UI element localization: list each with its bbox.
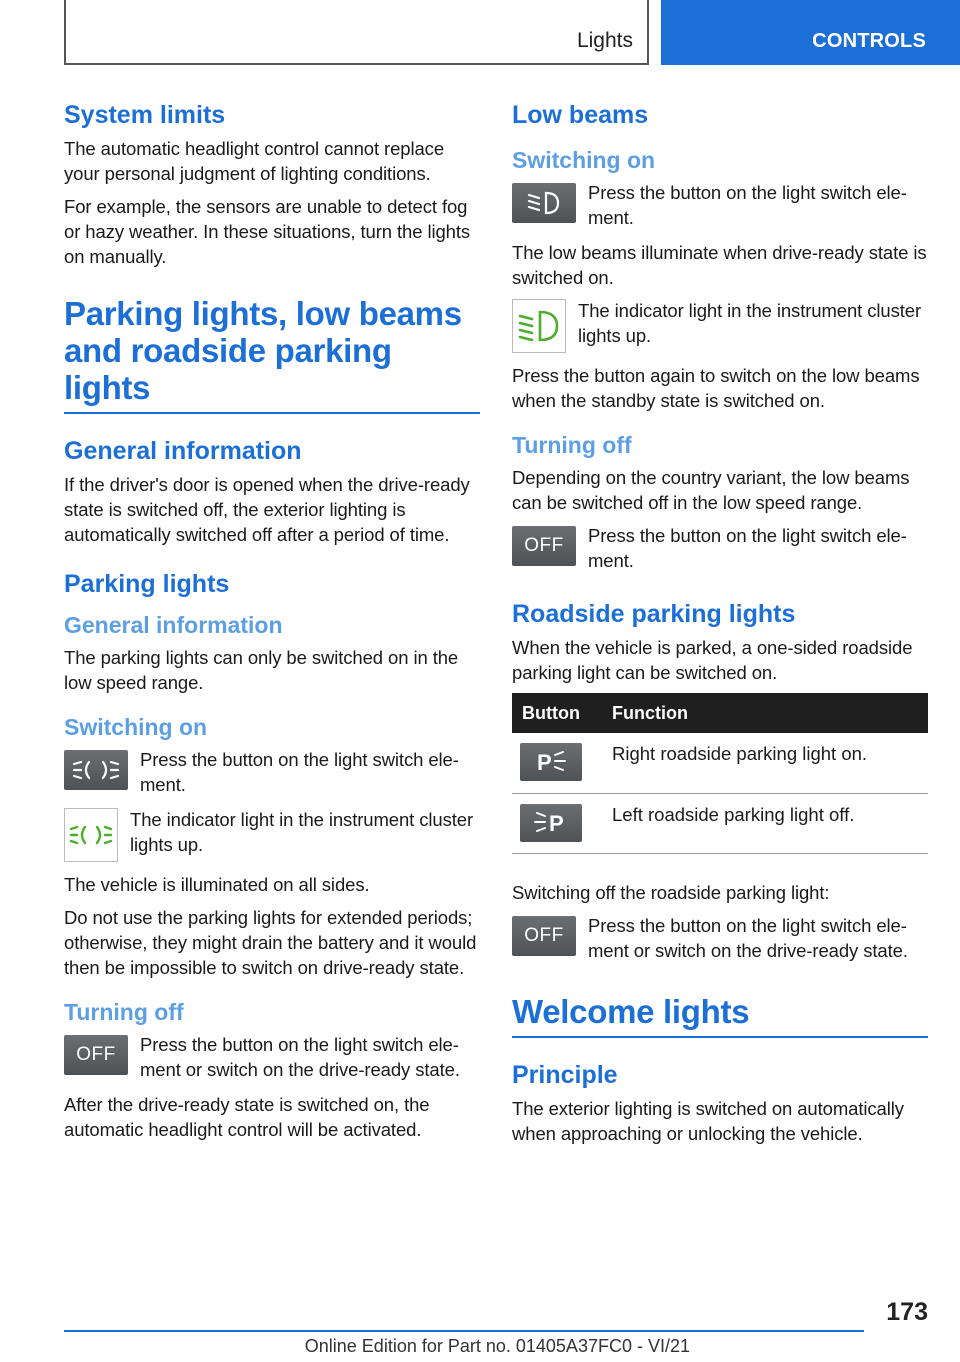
principle-heading: Principle (512, 1060, 618, 1089)
low-beams-heading: Low beams (512, 101, 649, 129)
table-row-1-function: Right roadside parking light on. (612, 733, 928, 793)
parking-general-p: The parking lights can only be switched on in the low speed range. (64, 647, 459, 693)
parking-after-p: After the drive-ready state is switched on, the automatic headlight control will be activated. (64, 1094, 430, 1140)
system-limits-heading: System limits (64, 101, 226, 129)
low-off-p: Depending on the country variant, the low beams can be switched off in the low speed range. (512, 467, 910, 513)
header-chapter-title: CONTROLS (812, 30, 926, 52)
roadside-table (512, 693, 928, 854)
low-beam-indicator-icon (512, 299, 566, 353)
roadside-off-p: Switching off the roadside parking light: (512, 881, 830, 903)
low-on-heading: Switching on (512, 147, 656, 173)
svg-text:P: P (549, 810, 564, 836)
system-limits-p2: For example, the sensors are unable to detect fog or hazy weather. In these situations, turn the lights on manually. (64, 196, 471, 267)
table-header-button: Button (512, 693, 612, 733)
header-section-title: Lights (576, 29, 633, 52)
main-section-heading: Parking lights, low beams and roadside parking lights (64, 295, 480, 414)
parking-warning-p: Do not use the parking lights for extended periods; otherwise, they might drain the battery and it would then be impossible to switch on drive-ready state. (64, 907, 477, 978)
table-row (512, 733, 928, 793)
table-header-function: Function (612, 693, 928, 733)
footer-edition: Online Edition for Part no. 01405A37FC0 - VI/21 (304, 1336, 690, 1356)
low-beam-button-icon (512, 183, 576, 223)
off-button-icon: OFF (512, 526, 576, 566)
roadside-off-text: Press the button on the light switch element or switch on the drive-ready state. (588, 914, 908, 961)
parking-off-text: Press the button on the light switch element or switch on the drive-ready state. (140, 1034, 460, 1080)
system-limits-p1: The automatic headlight control cannot replace your personal judgment of lighting conditions. (64, 138, 445, 184)
left-roadside-button-icon (520, 804, 582, 842)
parking-general-heading: General information (64, 612, 283, 638)
low-p1: The low beams illuminate when drive-ready state is switched on. (512, 242, 927, 288)
low-off-heading: Turning off (512, 432, 632, 458)
general-info-heading: General information (64, 437, 302, 465)
parking-indicator-row (64, 807, 480, 862)
low-indicator-row (512, 298, 928, 353)
parking-on-heading: Switching on (64, 714, 208, 740)
parking-off-row (64, 1032, 480, 1082)
header-section-box (64, 0, 649, 65)
parking-all-sides-p: The vehicle is illuminated on all sides. (64, 874, 370, 895)
off-button-icon: OFF (64, 1035, 128, 1075)
low-on-row (512, 180, 928, 230)
table-row-2-function: Left roadside parking light off. (612, 793, 928, 853)
page-number: 173 (886, 1298, 928, 1326)
parking-indicator-text: The indicator light in the instrument cluster lights up. (130, 809, 474, 855)
low-off-row (512, 523, 928, 573)
general-info-p: If the driver's door is opened when the drive-ready state is switched off, the exterior lighting is automatically switched off after a period of time. (64, 474, 470, 545)
welcome-lights-heading: Welcome lights (512, 993, 928, 1038)
low-off-text: Press the button on the light switch element. (588, 525, 907, 571)
parking-indicator-icon (64, 808, 118, 862)
footer-divider (64, 1330, 864, 1332)
low-p2: Press the button again to switch on the low beams when the standby state is switched on. (512, 365, 920, 411)
svg-text:P: P (537, 750, 552, 775)
left-column (64, 100, 480, 1150)
parking-off-heading: Turning off (64, 999, 184, 1025)
off-button-icon: OFF (512, 916, 576, 956)
roadside-heading: Roadside parking lights (512, 600, 796, 628)
right-roadside-button-icon (520, 743, 582, 781)
principle-p: The exterior lighting is switched on automatically when approaching or unlocking the vehicle. (512, 1097, 904, 1144)
parking-lights-heading: Parking lights (64, 570, 230, 598)
right-column (512, 100, 928, 1154)
low-on-text: Press the button on the light switch element. (588, 182, 907, 228)
header-chapter-tab (661, 0, 960, 65)
roadside-off-row (512, 913, 928, 963)
table-row (512, 793, 928, 853)
low-indicator-text: The indicator light in the instrument cluster lights up. (578, 300, 922, 346)
parking-on-text: Press the button on the light switch element. (140, 749, 459, 795)
roadside-p1: When the vehicle is parked, a one-sided roadside parking light can be switched on. (512, 637, 913, 683)
parking-on-row (64, 747, 480, 797)
parking-lights-button-icon (64, 750, 128, 790)
